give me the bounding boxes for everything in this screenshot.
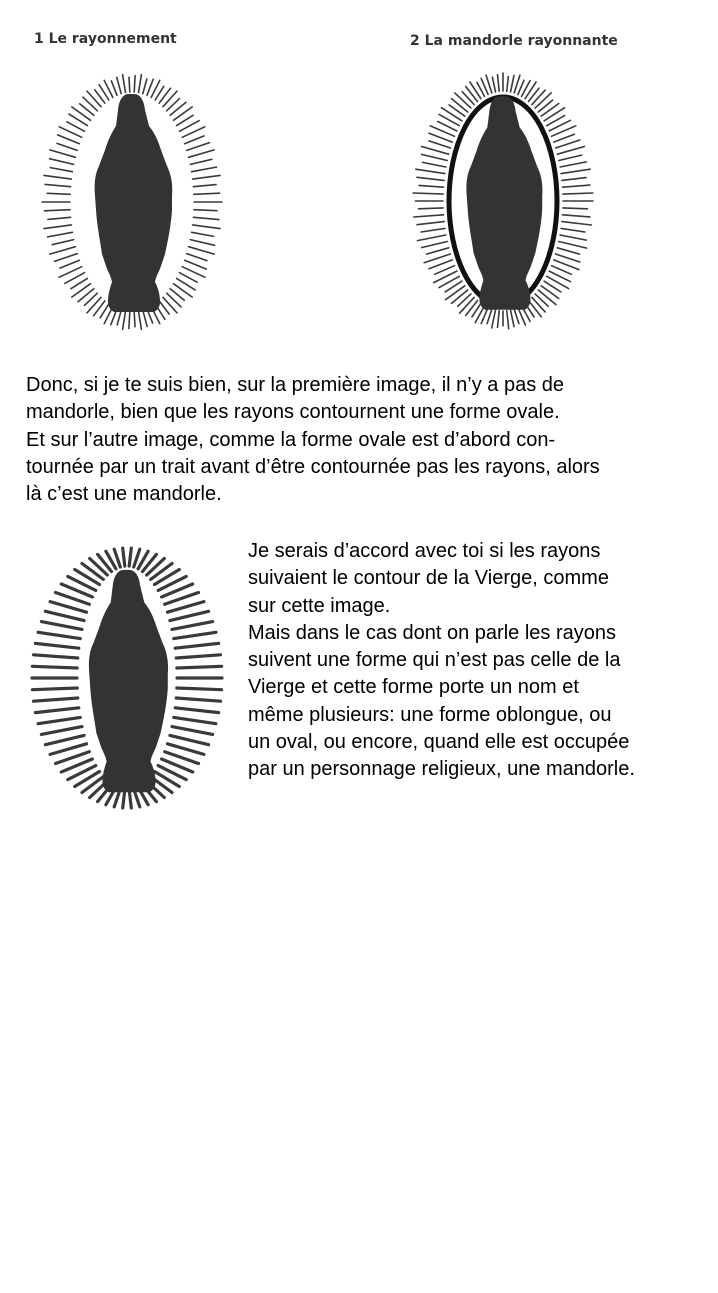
- ray-line: [174, 717, 216, 723]
- ray-line: [50, 247, 76, 254]
- ray-line: [134, 312, 135, 327]
- ray-line: [466, 301, 478, 316]
- ray-line: [123, 75, 126, 93]
- ray-line: [170, 611, 209, 620]
- ray-line: [192, 232, 214, 236]
- paragraph-line: là c’est une mandorle.: [26, 483, 222, 506]
- ray-line: [44, 225, 71, 229]
- ray-line: [194, 193, 220, 194]
- ray-line: [417, 222, 444, 225]
- ray-line: [185, 260, 207, 269]
- ray-line: [58, 135, 80, 144]
- ray-line: [559, 242, 587, 249]
- paragraph-line: mandorle, bien que les rayons contournent une forme ovale.: [26, 401, 560, 424]
- virgin-silhouette-icon: [95, 94, 173, 312]
- ray-line: [67, 122, 85, 132]
- ray-line: [562, 222, 592, 225]
- ray-line: [134, 76, 135, 93]
- ray-line: [35, 643, 78, 648]
- figure-1-caption: 1 Le rayonnement: [34, 31, 177, 47]
- paragraph-second: [248, 538, 708, 784]
- ray-line: [129, 548, 131, 566]
- paragraph-line: sur cette image.: [248, 594, 391, 617]
- ray-line: [557, 248, 579, 254]
- ray-line: [47, 193, 70, 194]
- ray-line: [560, 235, 586, 240]
- ray-line: [460, 297, 475, 313]
- ray-line: [41, 727, 82, 735]
- ray-line: [48, 232, 73, 237]
- ray-line: [44, 175, 71, 179]
- ray-line: [177, 688, 222, 690]
- ray-line: [175, 643, 218, 648]
- ray-line: [32, 688, 77, 690]
- ray-line: [172, 622, 213, 630]
- ray-line: [129, 312, 130, 329]
- ray-line: [143, 79, 147, 94]
- ray-line: [422, 242, 448, 248]
- ray-line: [192, 167, 217, 172]
- ray-line: [176, 655, 220, 658]
- ray-line: [168, 744, 204, 755]
- ray-line: [466, 87, 478, 102]
- paragraph-line: suivaient le contour de la Vierge, comme: [248, 567, 609, 590]
- ray-line: [535, 93, 551, 108]
- ray-line: [487, 309, 492, 324]
- ray-line: [123, 311, 126, 329]
- ray-line: [563, 208, 588, 209]
- virgin-rays-figure: [40, 70, 224, 334]
- ray-line: [117, 77, 121, 93]
- virgin-silhouette-icon: [89, 570, 168, 792]
- ray-line: [129, 77, 130, 92]
- ray-line: [187, 143, 210, 151]
- ray-line: [189, 247, 215, 254]
- ray-line: [452, 290, 468, 303]
- paragraph-first: [26, 372, 698, 508]
- ray-line: [563, 215, 590, 217]
- ray-line: [498, 75, 500, 92]
- virgin-mandorla-figure: [410, 70, 596, 332]
- ray-line: [414, 215, 444, 217]
- ray-line: [87, 91, 101, 107]
- ray-line: [139, 75, 142, 93]
- virgin-contour-rays-figure: [30, 544, 224, 810]
- ray-line: [561, 228, 585, 232]
- ray-line: [170, 735, 209, 744]
- ray-line: [511, 310, 515, 327]
- paragraph-line: Et sur l’autre image, comme la forme ovale est d’abord con-: [26, 428, 556, 451]
- ray-line: [163, 91, 177, 107]
- ray-line: [541, 104, 559, 117]
- ray-line: [507, 77, 509, 92]
- ray-line: [32, 666, 77, 668]
- figure-2-caption: 2 La mandorle rayonnante: [410, 33, 618, 49]
- ray-line: [498, 311, 500, 328]
- ray-line: [492, 77, 495, 92]
- ray-line: [87, 297, 101, 313]
- ray-line: [147, 79, 153, 95]
- ray-line: [422, 154, 448, 160]
- ray-line: [180, 273, 198, 283]
- ray-line: [193, 217, 219, 219]
- ray-line: [532, 297, 545, 312]
- ray-line: [50, 159, 74, 165]
- ray-line: [45, 184, 71, 186]
- ray-line: [547, 276, 569, 288]
- ray-line: [541, 286, 559, 299]
- ray-line: [50, 744, 86, 755]
- ray-line: [168, 602, 204, 613]
- ray-line: [38, 717, 80, 723]
- ray-line: [52, 240, 73, 245]
- ray-line: [419, 185, 443, 187]
- ray-line: [560, 162, 586, 167]
- ray-line: [50, 150, 76, 157]
- ray-line: [193, 185, 216, 187]
- paragraph-line: même plusieurs: une forme oblongue, ou: [248, 703, 612, 726]
- ray-line: [561, 169, 590, 173]
- paragraph-line: un oval, ou encore, quand elle est occupée: [248, 731, 630, 754]
- ray-line: [34, 655, 78, 658]
- ray-line: [174, 632, 216, 638]
- ray-line: [193, 225, 220, 229]
- paragraph-line: Vierge et cette forme porte un nom et: [248, 676, 579, 699]
- ray-line: [139, 311, 142, 329]
- ray-line: [427, 248, 449, 254]
- ray-line: [421, 228, 445, 232]
- ray-line: [470, 82, 481, 99]
- ray-line: [529, 301, 542, 317]
- paragraph-line: par un personnage religieux, une mandorle.: [248, 758, 635, 781]
- ray-line: [557, 147, 584, 155]
- ray-line: [525, 82, 536, 99]
- ray-line: [45, 210, 71, 211]
- ray-line: [455, 93, 471, 108]
- ray-line: [532, 90, 545, 105]
- ray-line: [563, 185, 590, 187]
- ray-line: [194, 210, 217, 211]
- ray-line: [417, 235, 446, 241]
- ray-line: [163, 297, 177, 313]
- paragraph-line: suivent une forme qui n’est pas celle de la: [248, 649, 621, 672]
- ray-line: [413, 193, 443, 194]
- ray-line: [172, 727, 213, 735]
- ray-line: [111, 81, 117, 95]
- ray-line: [419, 208, 444, 209]
- ray-line: [38, 632, 80, 638]
- ray-line: [143, 310, 147, 326]
- ray-line: [446, 286, 465, 300]
- ray-line: [189, 150, 215, 157]
- paragraph-line: tournée par un trait avant d’être contournée pas les rayons, alors: [26, 455, 600, 478]
- ray-line: [492, 310, 496, 328]
- ray-line: [45, 735, 84, 744]
- ray-line: [556, 140, 580, 148]
- ray-line: [129, 790, 131, 808]
- paragraph-line: Donc, si je te suis bien, sur la première image, il n’y a pas de: [26, 374, 565, 396]
- ray-line: [35, 708, 78, 713]
- ray-line: [554, 134, 575, 142]
- ray-line: [423, 162, 446, 167]
- ray-line: [556, 254, 580, 262]
- ray-line: [429, 141, 451, 148]
- ray-line: [416, 169, 445, 173]
- paragraph-line: Mais dans le cas dont on parle les rayons: [248, 621, 616, 644]
- ray-line: [177, 666, 222, 668]
- ray-line: [514, 309, 519, 324]
- ray-line: [544, 108, 565, 121]
- ray-line: [452, 99, 468, 112]
- ray-line: [190, 159, 212, 164]
- ray-line: [538, 290, 556, 305]
- ray-line: [175, 708, 218, 713]
- ray-line: [511, 75, 515, 92]
- ray-line: [123, 790, 125, 808]
- ray-line: [34, 698, 78, 701]
- paragraph-line: Je serais d’accord avec toi si les rayons: [248, 540, 601, 562]
- ray-line: [48, 217, 71, 219]
- ray-line: [507, 311, 509, 329]
- ray-line: [193, 175, 220, 179]
- ray-line: [176, 698, 220, 701]
- ray-line: [45, 611, 84, 620]
- ray-line: [41, 622, 82, 630]
- virgin-silhouette-icon: [466, 96, 542, 310]
- ray-line: [562, 178, 586, 181]
- ray-line: [55, 254, 78, 262]
- ray-line: [123, 548, 125, 566]
- ray-line: [417, 177, 444, 180]
- ray-line: [185, 136, 205, 144]
- ray-line: [117, 310, 121, 325]
- ray-line: [60, 260, 80, 268]
- ray-line: [187, 254, 207, 261]
- ray-line: [559, 155, 582, 160]
- ray-line: [563, 193, 593, 194]
- ray-line: [422, 147, 449, 155]
- ray-line: [50, 602, 86, 613]
- ray-line: [50, 168, 72, 172]
- ray-line: [190, 240, 214, 246]
- ray-line: [441, 108, 462, 121]
- ray-line: [57, 143, 77, 150]
